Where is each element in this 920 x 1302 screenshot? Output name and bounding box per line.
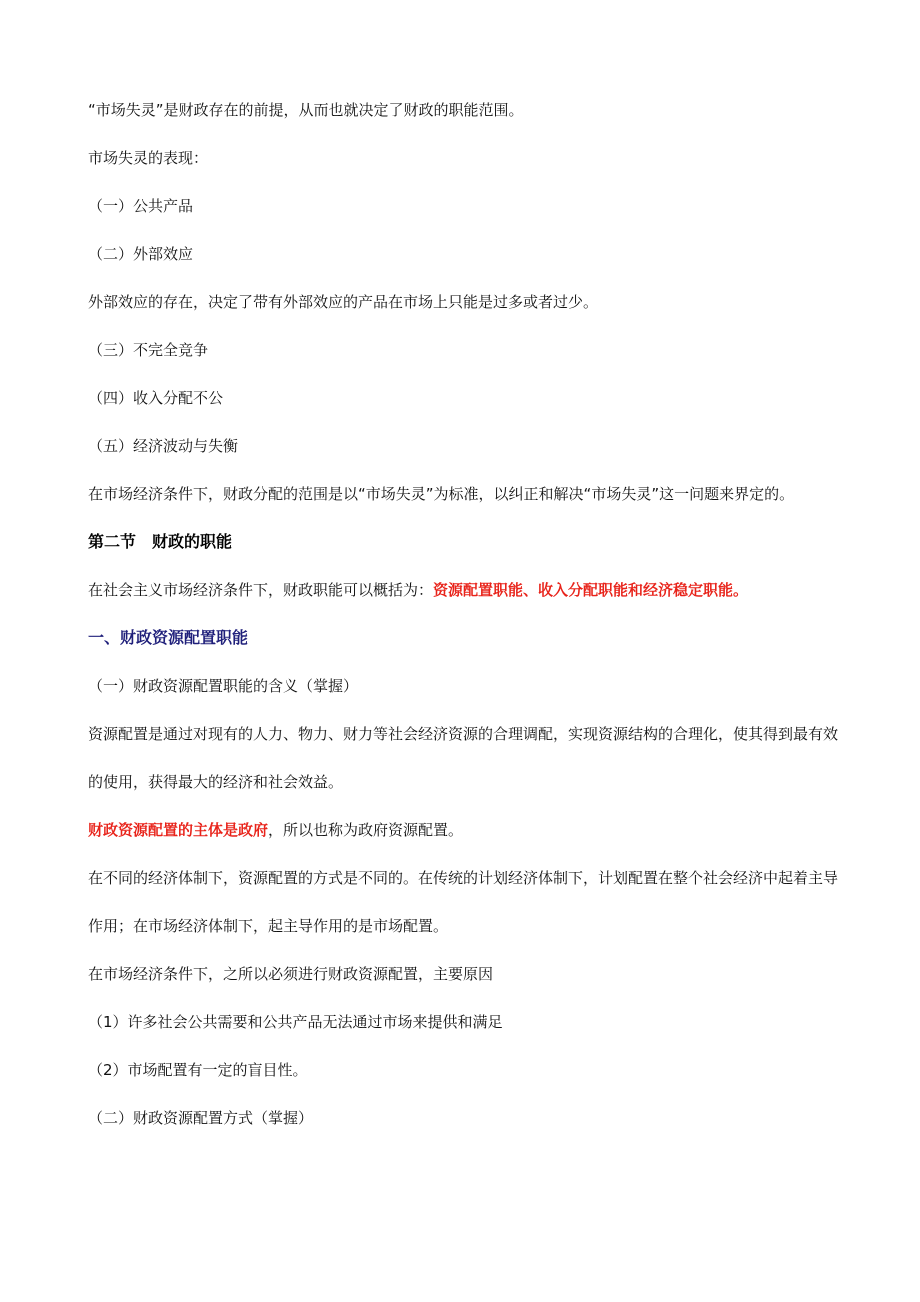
paragraph-fiscal-functions-summary xyxy=(88,578,838,602)
paragraph-allocation-reasons-intro: 在市场经济条件下，之所以必须进行财政资源配置，主要原因 xyxy=(88,965,494,983)
paragraph-allocation-definition: 资源配置是通过对现有的人力、物力、财力等社会经济资源的合理调配，实现资源结构的合理化，使其得到最有效的使用，获得最大的经济和社会效益。 xyxy=(88,725,839,791)
subsection-title: 一、财政资源配置职能 xyxy=(88,628,249,647)
list-item-reason-2: （2）市场配置有一定的盲目性。 xyxy=(88,1061,308,1079)
list-item-economic-fluctuation: （五）经济波动与失衡 xyxy=(88,437,239,455)
paragraph-market-failure-premise: “市场失灵”是财政存在的前提，从而也就决定了财政的职能范围。 xyxy=(88,101,524,119)
paragraph-allocation-methods-heading: （二）财政资源配置方式（掌握） xyxy=(88,1109,314,1127)
paragraph-fiscal-scope: 在市场经济条件下，财政分配的范围是以“市场失灵”为标准，以纠正和解决“市场失灵”这一问题来界定的。 xyxy=(88,485,795,503)
document-page xyxy=(88,98,838,1154)
paragraph-allocation-subject xyxy=(88,818,838,842)
fiscal-functions-emphasis: 资源配置职能、收入分配职能和经济稳定职能。 xyxy=(433,581,749,599)
list-item-public-goods: （一）公共产品 xyxy=(88,197,194,215)
paragraph-externalities-explanation: 外部效应的存在，决定了带有外部效应的产品在市场上只能是过多或者过少。 xyxy=(88,293,599,311)
section-title: 第二节 财政的职能 xyxy=(88,532,233,551)
paragraph-allocation-meaning-heading: （一）财政资源配置职能的含义（掌握） xyxy=(88,677,359,695)
list-item-reason-1: （1）许多社会公共需要和公共产品无法通过市场来提供和满足 xyxy=(88,1013,503,1031)
list-item-externalities: （二）外部效应 xyxy=(88,245,194,263)
list-item-imperfect-competition: （三）不完全竞争 xyxy=(88,341,209,359)
paragraph-allocation-systems: 在不同的经济体制下，资源配置的方式是不同的。在传统的计划经济体制下，计划配置在整个社会经济中起着主导作用；在市场经济体制下，起主导作用的是市场配置。 xyxy=(88,869,839,935)
allocation-subject-rest: ，所以也称为政府资源配置。 xyxy=(268,821,464,839)
fiscal-functions-intro: 在社会主义市场经济条件下，财政职能可以概括为： xyxy=(88,581,434,599)
list-item-income-inequality: （四）收入分配不公 xyxy=(88,389,224,407)
paragraph-market-failure-manifestations: 市场失灵的表现： xyxy=(88,149,209,167)
allocation-subject-emphasis: 财政资源配置的主体是政府 xyxy=(88,821,269,839)
